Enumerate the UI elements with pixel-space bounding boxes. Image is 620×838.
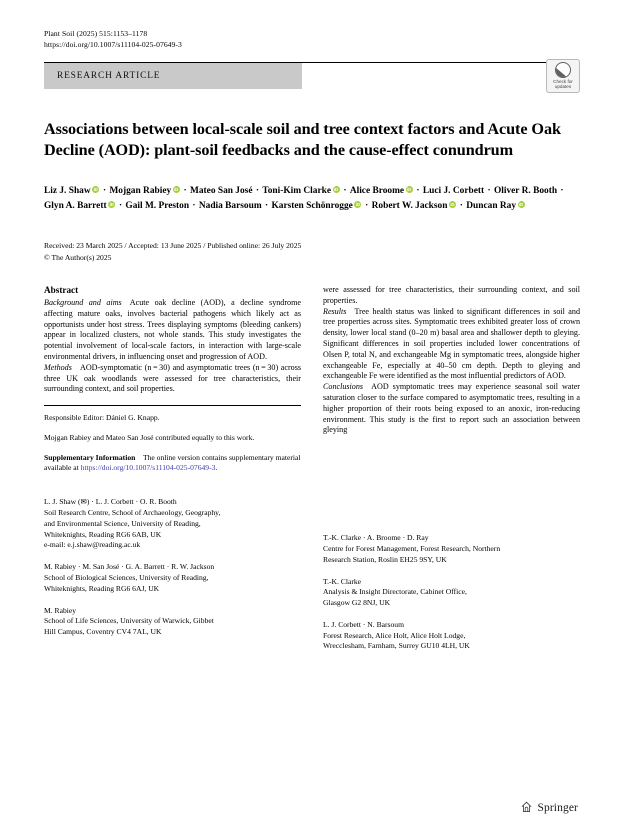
affiliation-line: School of Biological Sciences, University of Reading, — [44, 572, 209, 582]
page-title: Associations between local-scale soil and tree context factors and Acute Oak Decline (AOD): plant-soil feedbacks and the cause-effect conundrum — [44, 120, 561, 160]
abstract-label-results: Results — [323, 306, 347, 316]
dates-line: Received: 23 March 2025 / Accepted: 13 June 2025 / Published online: 26 July 2025 — [44, 241, 302, 251]
author-separator: · — [181, 185, 189, 196]
article-type-banner — [44, 63, 302, 89]
author-name: Gail M. Preston — [125, 200, 190, 211]
affiliation-line: School of Life Sciences, University of Warwick, Gibbet — [44, 616, 214, 626]
author-name: Luci J. Corbett — [422, 185, 485, 196]
orcid-icon[interactable] — [449, 201, 456, 208]
affiliation-authors: L. J. Shaw (✉) · L. J. Corbett · O. R. Booth — [44, 497, 177, 507]
two-column-body — [44, 285, 580, 663]
journal-reference — [44, 28, 580, 50]
affiliation-authors: T.-K. Clarke · A. Broome · D. Ray — [323, 533, 429, 543]
supplementary-link[interactable]: https://doi.org/10.1007/s11104-025-07649-3 — [80, 463, 216, 473]
author-name: Toni-Kim Clarke — [262, 185, 331, 196]
author-separator: · — [341, 185, 349, 196]
affiliation-authors: M. Rabiey · M. San José · G. A. Barrett · R. W. Jackson — [44, 562, 215, 572]
author-name: Mojgan Rabiey — [109, 185, 172, 196]
right-affil-gap — [323, 436, 580, 533]
affiliation-authors: L. J. Corbett · N. Barsoum — [323, 619, 404, 629]
author-name: Robert W. Jackson — [371, 200, 448, 211]
abstract-text-conclusions: AOD symptomatic trees may experience seasonal soil water saturation closer to the surface compared to asymptomatic trees, resulting in a higher proportion of their roots being exposed to an anoxic, iron-reducing environment. This study is the first to report such an association between gleying — [323, 382, 580, 435]
affiliation-authors: T.-K. Clarke — [323, 576, 362, 586]
abstract-label-background: Background and aims — [44, 297, 122, 307]
author-name: Nadia Barsoum — [198, 200, 262, 211]
author-separator: · — [190, 200, 198, 211]
article-type-banner-wrap — [44, 62, 580, 89]
crossmark-icon — [555, 62, 571, 78]
author-separator: · — [100, 185, 109, 196]
right-affiliations — [323, 533, 580, 652]
affiliation-block — [44, 606, 301, 638]
abstract-section-conclusions — [323, 382, 580, 436]
author-separator: · — [558, 185, 564, 196]
author-list — [44, 184, 578, 214]
orcid-icon[interactable] — [333, 186, 340, 193]
affiliation-line: Whiteknights, Reading RG6 6AJ, UK — [44, 583, 160, 593]
crossmark-label-line1: Check for — [553, 79, 573, 84]
author-name: Mateo San José — [190, 185, 253, 196]
supplementary-label: Supplementary Information — [44, 452, 136, 462]
responsible-editor-note: Responsible Editor: Dániel G. Knapp. — [44, 413, 160, 423]
author-separator: · — [485, 185, 493, 196]
equal-contribution-note: Mojgan Rabiey and Mateo San José contributed equally to this work. — [44, 432, 255, 442]
left-affiliations — [44, 497, 301, 638]
affiliation-line: Glasgow G2 8NJ, UK — [323, 598, 391, 608]
author-name: Alice Broome — [349, 185, 405, 196]
publisher-footer — [520, 801, 578, 814]
affiliation-line: Analysis & Insight Directorate, Cabinet Office, — [323, 587, 467, 597]
check-for-updates-badge[interactable] — [546, 59, 580, 93]
affiliation-line: and Environmental Science, University of Reading, — [44, 518, 201, 528]
publication-dates — [44, 240, 580, 263]
right-column — [323, 285, 580, 663]
abstract-label-methods: Methods — [44, 362, 72, 372]
affiliation-line: Soil Research Centre, School of Archaeology, Geography, — [44, 508, 221, 518]
author-separator: · — [262, 200, 271, 211]
doi-line[interactable]: https://doi.org/10.1007/s11104-025-07649-3 — [44, 40, 182, 49]
corresponding-email[interactable]: e-mail: e.j.shaw@reading.ac.uk — [44, 540, 141, 550]
abstract-text-methods: AOD-symptomatic (n = 30) and asymptomatic trees (n = 30) across three UK oak woodlands were assessed for tree characteristics, their surrounding context, and soil properties. — [44, 362, 301, 394]
column-divider-rule — [44, 405, 301, 406]
supplementary-tail: . — [215, 463, 218, 473]
author-name: Liz J. Shaw — [44, 185, 91, 196]
abstract-methods-continued — [323, 285, 580, 307]
affiliation-line: Wrecclesham, Farnham, Surrey GU10 4LH, UK — [323, 641, 470, 651]
author-separator: · — [457, 200, 466, 211]
publisher-name: Springer — [537, 801, 578, 814]
affiliation-line: Whiteknights, Reading RG6 6AB, UK — [44, 529, 162, 539]
journal-citation: Plant Soil (2025) 515:1153–1178 — [44, 29, 148, 38]
author-name: Karsten Schönrogge — [271, 200, 353, 211]
orcid-icon[interactable] — [518, 201, 525, 208]
affiliation-line: Research Station, Roslin EH25 9SY, UK — [323, 554, 447, 564]
affiliation-block — [44, 562, 301, 594]
article-type-label: RESEARCH ARTICLE — [57, 71, 161, 81]
left-affil-gap — [44, 483, 301, 497]
crossmark-label-line2: updates — [554, 84, 572, 90]
orcid-icon[interactable] — [92, 186, 99, 193]
abstract-section-results — [323, 307, 580, 383]
affiliation-line: Forest Research, Alice Holt, Alice Holt Lodge, — [323, 630, 466, 640]
abstract-text-background: Acute oak decline (AOD), a decline syndrome affecting mature oaks, involves bacterial pathogens which likely act as opportunists under host stress. Trees displaying symptoms (bleeding cankers) appear in localized clusters, not whole stands. This study investigates the potential involvement of local-scale factors, in interaction with large-scale environmental drivers, in influencing onset and progression of AOD. — [44, 297, 301, 361]
abstract-heading: Abstract — [44, 285, 79, 295]
affiliation-line: Centre for Forest Management, Forest Research, Northern — [323, 543, 501, 553]
affiliation-block — [44, 497, 301, 551]
orcid-icon[interactable] — [173, 186, 180, 193]
author-separator: · — [414, 185, 422, 196]
abstract-text-results: Tree health status was linked to significant differences in soil and tree properties across sites. Symptomatic trees exhibited greater loss of crown density, lower local stand (0–20 m) basal area and shallower depth to gleying. Significant differences in soil properties included lower concentrations of Olsen P, total N, and exchangeable Mg in symptomatic trees, alongside higher exchangeable Fe, especially at 40–50 cm depth. Depth to gleying and exchangeable Fe were identified as the most influential predictors of AOD. — [323, 306, 580, 381]
affiliation-authors: M. Rabiey — [44, 605, 77, 615]
abstract-section-methods — [44, 363, 301, 395]
copyright-line: © The Author(s) 2025 — [44, 252, 112, 262]
affiliation-line: Hill Campus, Coventry CV4 7AL, UK — [44, 627, 162, 637]
affiliation-block — [323, 620, 580, 652]
orcid-icon[interactable] — [354, 201, 361, 208]
abstract-methods-continuation-text: were assessed for tree characteristics, their surrounding context, and soil properties. — [323, 285, 580, 305]
orcid-icon[interactable] — [406, 186, 413, 193]
author-separator: · — [362, 200, 371, 211]
author-name: Glyn A. Barrett — [44, 200, 107, 211]
orcid-icon[interactable] — [108, 201, 115, 208]
springer-logo-icon — [520, 801, 533, 814]
supplementary-information-note — [44, 453, 301, 475]
crossmark-label — [553, 79, 573, 90]
affiliation-block — [323, 533, 580, 565]
author-separator: · — [253, 185, 262, 196]
author-name: Oliver R. Booth — [493, 185, 558, 196]
abstract-label-conclusions: Conclusions — [323, 382, 364, 392]
supplementary-text: The online version contains supplementary material available at — [44, 452, 301, 473]
author-separator: · — [116, 200, 125, 211]
abstract-section-background — [44, 298, 301, 363]
affiliation-block — [323, 577, 580, 609]
author-name: Duncan Ray — [466, 200, 517, 211]
left-column — [44, 285, 301, 663]
